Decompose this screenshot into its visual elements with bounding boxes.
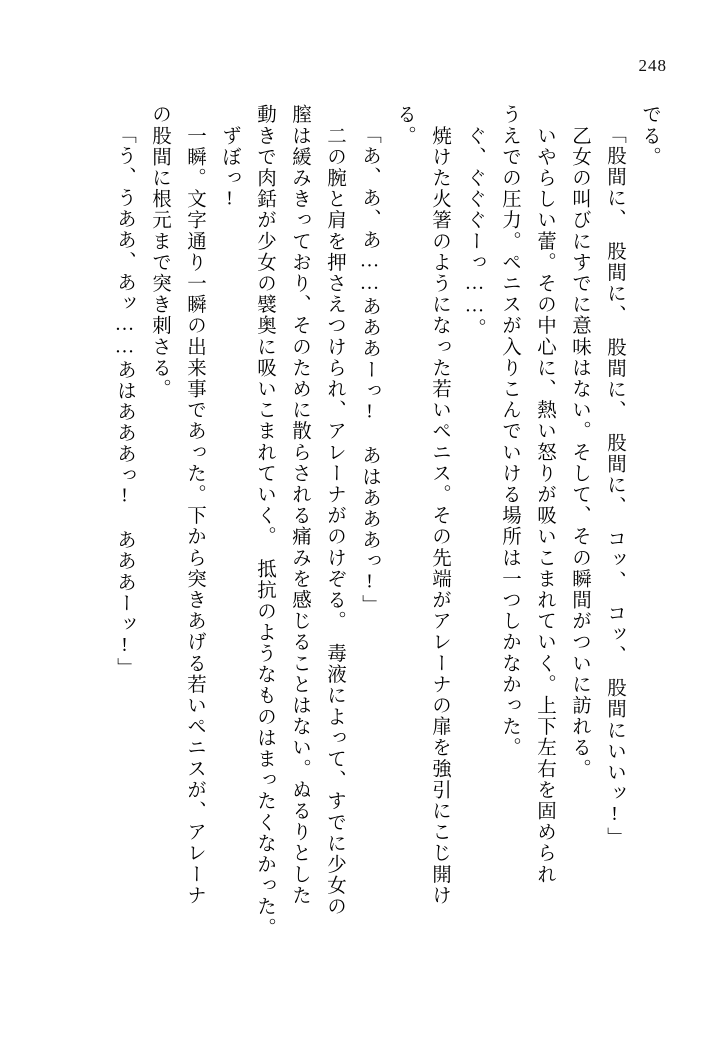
page-number: 248 [638, 56, 667, 75]
text-line: うえでの圧力。ペニスが入りこんでいける場所は一つしかなかった。 [499, 104, 520, 759]
text-line: る。 [394, 104, 415, 147]
text-line: ずぼっ! [219, 104, 240, 211]
text-line: ぐ、ぐぐぐーっ……。 [464, 104, 485, 340]
text-line: でる。 [639, 104, 660, 168]
text-line: いやらしい蕾。その中心に、熱い怒りが吸いこまれていく。上下左右を固められ [534, 104, 555, 885]
text-line: 二の腕と肩を押さえつけられ、アレーナがのけぞる。 毒液によって、すでに少女の [324, 104, 345, 918]
text-line: 「股間に、 股間に、 股間に、 股間に、 コッ、 コッ、 股間にいいッ!」 [604, 124, 625, 848]
text-line: 一瞬。文字通り一瞬の出来事であった。下から突きあげる若いペニスが、アレーナ [184, 104, 205, 906]
text-line: 動きで肉銛が少女の襞奥に吸いこまれていく。 抵抗のようなものはまったくなかった。 [254, 104, 275, 939]
text-line: 膣は緩みきっており、そのために散らされる痛みを感じることはない。ぬるりとした [289, 104, 310, 906]
text-line: の股間に根元まで突き刺さる。 [149, 104, 170, 400]
vertical-text-body [36, 104, 667, 1004]
text-line: 「あ、あ、あ……あああーっ! あはあああっ!」 [359, 124, 380, 616]
text-line: 焼けた火箸のようになった若いペニス。その先端がアレーナの扉を強引にこじ開け [429, 104, 450, 906]
text-line: 「う、うああ、あッ……あはあああっ! あああーッ!」 [114, 124, 135, 679]
text-line: 乙女の叫びにすでに意味はない。そして、その瞬間がついに訪れる。 [569, 104, 590, 780]
